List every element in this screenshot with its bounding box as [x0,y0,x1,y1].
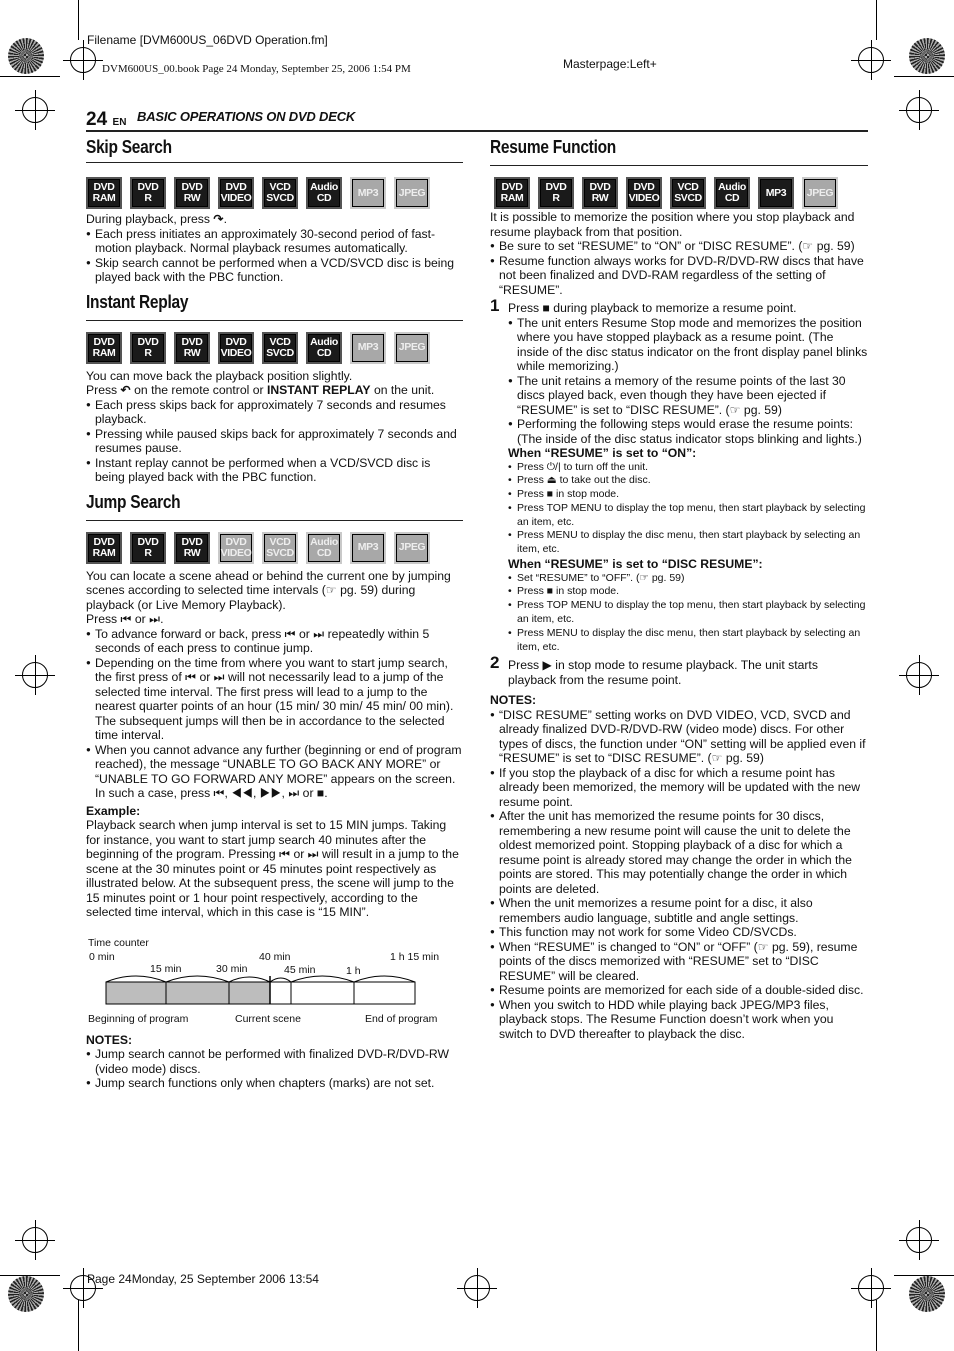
badge-dvd-r: DVD R [130,177,166,209]
book-info: DVM600US_00.book Page 24 Monday, September 25, 2006 1:54 PM [102,63,411,75]
resume-step-2: 2 Press ▶ in stop mode to resume playback. The unit starts playback from the resume point. [490,653,818,687]
registration-target-bottom-right [909,1276,945,1312]
skip-search-section: Skip Search DVD RAM DVD R DVD RW DVD VIDEO VCD SVCD Audio CD MP3 JPEG During playback, press ↷. ● Each press initiates an approximately 30-second period of fast-motion playback. Normal playback resumes automatically. ● Skip search cannot be performed when a VCD/SVCD disc is being played back with the PBC function. [86,140,463,285]
crosshair-mark [22,662,48,688]
crosshair-mark [906,97,932,123]
jump-search-section: Jump Search DVD RAM DVD R DVD RW DVD VIDEO VCD SVCD Audio CD MP3 JPEG You can locate a scene ahead or behind the current one by jumping scenes according to selected time intervals (☞ pg. 59) during playback (or Live Memory Playback). Press ⏮ or ⏭. ● To advance forward or back, press ⏮ or ⏭ repeatedly within 5 seconds of each press to continue jump. ● Depending on the time from where you want to start jump search, the first press of ⏮ or ⏭ will not necessarily lead to a jump of the selected time interval. The first press will lead to a jump to the nearest quarter points of an hour (15 min/ 30 min/ 45 min/ 00 min). The subsequent jumps will then be in accordance to the selected time interval. ● When you cannot advance any further (beginning or end of program reached), the message “UNABLE TO GO BACK ANY MORE” or “UNABLE TO GO FORWARD ANY MORE” appears on the screen. In such a case, press ⏮, ◀◀, ▶▶, ⏭ or ■. Example: Playback search when jump interval is set to 15 MIN jumps. Taking for instance, you want to start jump search 40 minutes after the beginning of the program. Pressing ⏮ or ⏭ will result in a jump to the scene at the 30 minutes point or 45 minutes point respectively as illustrated below. At the subsequent press, the scene will jump to the 15 minutes point or 1 hour point respectively, according to the selected time interval, which in this case is “15 MIN”. Time counter 0 min 40 min 1 h 15 min 15 min 30 min 45 min 1 h Beginning of program Current scene End of program NOTES: ● Jump search cannot be performed with finalized DVD-R/DVD-RW (video mode) discs. ● Jump search functions only when chapters (marks) are not set. [86,495,463,1091]
crosshair-mark [858,47,884,73]
masterpage-label: Masterpage:Left+ [563,57,657,71]
timeline-graphic [86,970,463,1010]
filename-label: Filename [DVM600US_06DVD Operation.fm] [87,33,328,47]
header-rule [86,130,868,132]
instant-replay-section: Instant Replay DVD RAM DVD R DVD RW DVD VIDEO VCD SVCD Audio CD MP3 JPEG You can move back the playback position slightly. Press ↶ on the remote control or INSTANT REPLAY on the unit. ● Each press skips back for approximately 7 seconds and resumes playback. ● Pressing while paused skips back for approximately 7 seconds and resumes pause. ● Instant replay cannot be performed when a VCD/SVCD disc is being played back with the PBC function. [86,295,463,485]
section-title: BASIC OPERATIONS ON DVD DECK [137,109,356,124]
compat-badges-skip [86,176,463,210]
compat-badges-resume: DVD RAM DVD R DVD RW DVD VIDEO VCD SVCD Audio CD MP3 JPEG [494,176,868,210]
right-column: Resume Function DVD RAM DVD R DVD RW DVD VIDEO VCD SVCD Audio CD MP3 JPEG It is possible to memorize the position where you stop playback and resume playback from that position. ● Be sure to set “RESUME” to “ON” or “DISC RESUME”. (☞ pg. 59) ● Resume function always works for DVD-R/DVD-RW discs that have not been finalized and DVD-RAM regardless of the setting of “RESUME”. 1 Press ■ during playback to memorize a resume point. ● The unit enters Resume Stop mode and memorizes the position where you have stopped playback as a resume point. (The inside of the disc status indicator on the front display panel blinks while memorizing.) ● The unit retains a memory of the resume points of the last 30 discs played back, even though they have been ejected if “RESUME” is set to “DISC RESUME”. (☞ pg. 59) ● Performing the following steps would erase the resume points: (The inside of the disc status indicator stops blinking and lights.) When “RESUME” is set to “ON”: • Press ⏻/| to turn off the unit. • Press ⏏ to take out the disc. • Press ■ in stop mode. • Press TOP MENU to display the top menu, then start playback by selecting an item, etc. • Press MENU to display the disc menu, then start playback by selecting an item, etc. When “RESUME” is set to “DISC RESUME”: • Set “RESUME” to “OFF”. (☞ pg. 59) • Press ■ in stop mode. • Press TOP MENU to display the top menu, then start playback by selecting an item, etc. • Press MENU to display the disc menu, then start playback by selecting an item, etc. 2 Press ▶ in stop mode to resume playback. The unit starts playback from the resume point. NOTES: ● “DISC RESUME” setting works on DVD VIDEO, VCD, SVCD and already finalized DVD-R/DVD-RW (video mode) discs. For other types of discs, the function under “ON” setting will be applied even if “RESUME” is set to “DISC RESUME”. (☞ pg. 59) ● If you stop the playback of a disc for which a resume point has already been memorized, the memory will be updated with the new resume point. ● After the unit has memorized the resume points for 30 discs, remembering a new resume point will cause the unit to delete the oldest memorized point. Stopping playback of a disc for which a resume point is already stored may change the order in which the points are stored. This may potentially change the order in which points are deleted. ● When the unit memorizes a resume point for a disc, it also remembers audio language, subtitle and angle settings. ● This function may not work for some Video CD/SVCDs. ● When “RESUME” is changed to “ON” or “OFF” (☞ pg. 59), resume points of the discs memorized with “RESUME” set to “DISC RESUME” will be cleared. ● Resume points are memorized for each side of a double-sided disc. ● When you switch to HDD while playing back JPEG/MP3 files, playback stops. The Resume Function doesn’t work when you switch to DVD thereafter to playback the disc. [490,140,868,1041]
badge-mp3: MP3 [350,177,386,209]
badge-dvd-video: DVD VIDEO [218,177,254,209]
badge-audio-cd: Audio CD [306,177,342,209]
crosshair-mark [906,662,932,688]
compat-badges-replay: DVD RAM DVD R DVD RW DVD VIDEO VCD SVCD Audio CD MP3 JPEG [86,331,463,365]
skip-forward-icon: ↷ [213,212,224,226]
skip-search-heading: Skip Search [86,137,172,157]
badge-dvd-ram: DVD RAM [86,177,122,209]
badge-vcd-svcd: VCD SVCD [262,177,298,209]
page-number: 24 EN [86,109,127,130]
footer-timestamp: Page 24Monday, 25 September 2006 13:54 [87,1272,319,1286]
crosshair-mark [70,47,96,73]
instant-replay-icon: ↶ [120,383,131,397]
crosshair-mark [464,1275,490,1301]
jump-search-heading: Jump Search [86,491,181,512]
resume-step-1: 1 Press ■ during playback to memorize a resume point. ● The unit enters Resume Stop mode and memorizes the position where you have stopped playback as a resume point. (The inside of the disc status indicator on the front display panel blinks while memorizing.) ● The unit retains a memory of the resume points of the last 30 discs played back, even though they have been ejected if “RESUME” is set to “DISC RESUME”. (☞ pg. 59) ● Performing the following steps would erase the resume points: (The inside of the disc status indicator stops blinking and lights.) When “RESUME” is set to “ON”: • Press ⏻/| to turn off the unit. • Press ⏏ to take out the disc. • Press ■ in stop mode. • Press TOP MENU to display the top menu, then start playback by selecting an item, etc. • Press MENU to display the disc menu, then start playback by selecting an item, etc. When “RESUME” is set to “DISC RESUME”: • Set “RESUME” to “OFF”. (☞ pg. 59) • Press ■ in stop mode. • Press TOP MENU to display the top menu, then start playback by selecting an item, etc. • Press MENU to display the disc menu, then start playback by selecting an item, etc. [490,301,868,654]
jump-search-diagram: Time counter 0 min 40 min 1 h 15 min 15 min 30 min 45 min 1 h Beginning of program Current scene End of program [86,936,463,1028]
registration-target-top-right [909,38,945,74]
compat-badges-jump: DVD RAM DVD R DVD RW DVD VIDEO VCD SVCD Audio CD MP3 JPEG [86,531,463,565]
crosshair-mark [22,97,48,123]
registration-target-bottom-left [8,1276,44,1312]
badge-dvd-rw: DVD RW [174,177,210,209]
registration-target-top-left [8,38,44,74]
resume-heading: Resume Function [490,137,617,157]
crosshair-mark [858,1275,884,1301]
left-column [86,137,463,1091]
badge-jpeg: JPEG [394,177,430,209]
instant-replay-heading: Instant Replay [86,291,189,312]
crosshair-mark [906,1227,932,1253]
crosshair-mark [22,1227,48,1253]
